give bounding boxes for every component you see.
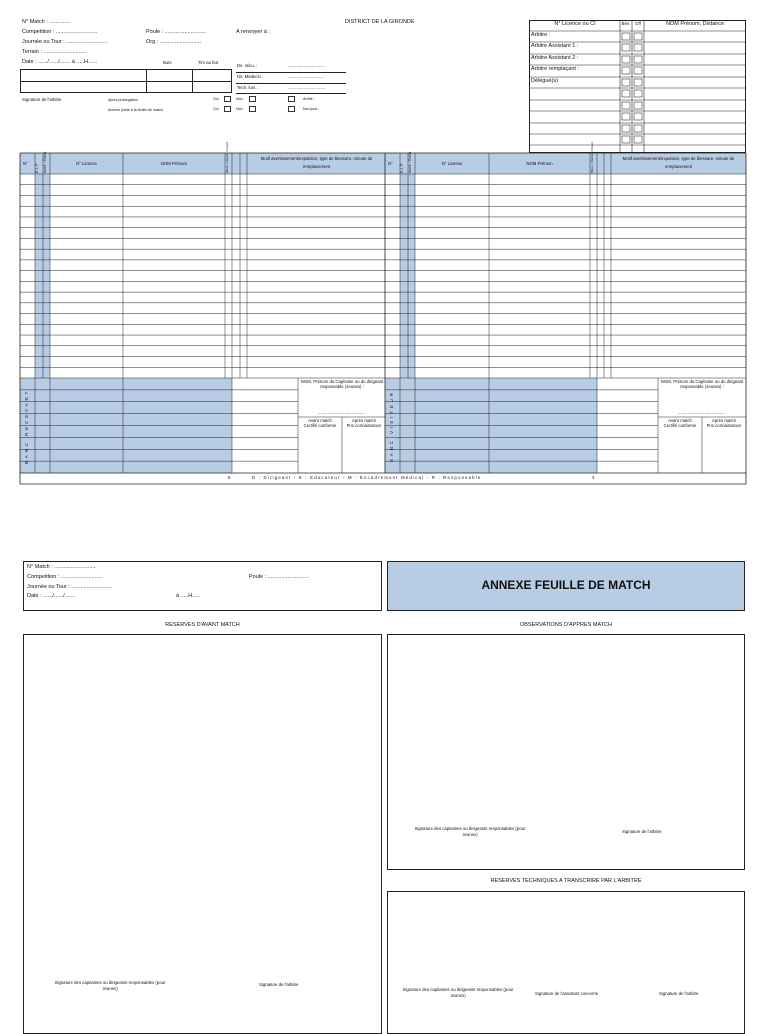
observations-apres-heading: OBSERVATIONS D'APPRES MATCH — [519, 622, 613, 628]
poule-field[interactable]: Poule : ........................... — [146, 29, 206, 35]
official-off-checkbox[interactable] — [634, 67, 642, 74]
annexe-title: ANNEXE FEUILLE DE MATCH — [481, 578, 651, 592]
official-ben-checkbox[interactable] — [622, 44, 630, 51]
non-label-1: Non — [236, 97, 243, 101]
home-avant-match[interactable]: Avant match Certifié conforme — [303, 418, 337, 428]
match-number-field[interactable]: N° Match : .............. — [22, 19, 71, 25]
official-off-checkbox[interactable] — [634, 136, 642, 143]
annexe-date[interactable]: Date : ....../....../....... — [27, 593, 76, 599]
away-avant-match[interactable]: Avant match Certifié conforme — [663, 418, 697, 428]
officials-col-off: Off — [635, 21, 641, 26]
reserves-avant-sig-arbitre: Signature de l'arbitre — [259, 982, 299, 987]
annexe-jointe-label: Annexe jointe à la feuille de match — [108, 108, 163, 112]
renvoyer-label: A renvoyer à : — [236, 29, 270, 35]
banc-visiteur-label: BANC VISITEUR — [389, 390, 394, 462]
journee-field[interactable]: Journée ou Tour : ........................... — [22, 39, 108, 45]
official-off-checkbox[interactable] — [634, 44, 642, 51]
role-legend: D : Dirigeant - E : Educateur - M : Encadrement Médical - R : Responsable — [252, 475, 482, 480]
home-capitaine-label: NOM, Prénom du Capitaine ou du dirigeant responsable (Jeunes) : — [300, 379, 384, 390]
away-col-lettres: E J, P — [400, 163, 404, 173]
dir-secu-label: Dir. sécu. : — [237, 63, 258, 68]
dir-medecin-dots[interactable]: ............................... — [288, 74, 326, 79]
arrete-label: Arrêté : — [303, 97, 315, 101]
tech-lum-dots[interactable]: ............................... — [288, 85, 326, 90]
apres-prolongation-label: Après prolongation — [108, 98, 139, 102]
observations-sig-capitaines: Signature des capitaines ou dirigeants responsables (pour Jeunes) — [414, 826, 526, 838]
official-ben-checkbox[interactable] — [622, 67, 630, 74]
official-ben-checkbox[interactable] — [622, 102, 630, 109]
home-apres-match[interactable]: Après match Pris connaissance — [346, 418, 382, 428]
official-off-checkbox[interactable] — [634, 90, 642, 97]
official-ben-checkbox[interactable] — [622, 56, 630, 63]
officials-col-licence: N° Licence ou CI — [554, 21, 596, 27]
non-joue-label: Non joué : — [303, 107, 320, 111]
reserves-avant-heading: RESERVES D'AVANT MATCH — [165, 622, 240, 628]
official-off-checkbox[interactable] — [634, 56, 642, 63]
official-row-arbitre: Arbitre : — [531, 32, 551, 38]
home-col-licence: N° Licence — [76, 161, 97, 166]
away-col-bless: Bless. / Rempl. / Divers — [590, 141, 594, 173]
oui-label-1: Oui — [213, 97, 219, 101]
official-ben-checkbox[interactable] — [622, 125, 630, 132]
official-row-assistant-1: Arbitre Assistant 1 : — [531, 43, 579, 49]
reserves-techniques-heading: RESERVES TECHNIQUES A TRANSCRIRE PAR L'ARBITRE — [490, 878, 642, 884]
annexe-match-number[interactable]: N° Match : ........................... — [27, 564, 96, 570]
signature-arbitre-label: Signature de l'arbitre — [22, 97, 62, 102]
away-col-no: N° — [388, 161, 393, 166]
competition-field[interactable]: Competition : ........................... — [22, 29, 98, 35]
non-label-2: Non — [236, 107, 243, 111]
district-title: DISTRICT DE LA GIRONDE — [345, 19, 415, 25]
away-capitaine-label: NOM, Prénom du Capitaine ou du dirigeant responsable (Jeunes) : — [660, 379, 744, 390]
official-off-checkbox[interactable] — [634, 102, 642, 109]
official-ben-checkbox[interactable] — [622, 33, 630, 40]
officials-col-nom: NOM Prénom, Distance — [665, 21, 725, 27]
buts-label: Buts — [163, 60, 172, 65]
home-col-no: N° — [23, 161, 28, 166]
away-capitaine-dots[interactable]: ........................................ — [678, 410, 726, 415]
reserves-avant-box[interactable] — [23, 634, 382, 1034]
away-col-nom: NOM Prénom — [526, 161, 553, 166]
official-ben-checkbox[interactable] — [622, 113, 630, 120]
home-col-motif: Motif avertissement/expulsion, type de blessure, minute de remplacement — [260, 156, 373, 169]
dir-medecin-label: Dir. Médecin : — [237, 74, 264, 79]
annexe-competition[interactable]: Competition : ........................... — [27, 574, 103, 580]
org-field[interactable]: Org : ........................... — [146, 39, 202, 45]
official-row-delegue: Délégué(s) — [531, 78, 558, 84]
away-col-licence: N° Licence — [441, 161, 463, 166]
official-ben-checkbox[interactable] — [622, 136, 630, 143]
reserves-tech-sig-assistant: Signature de l'assistant concerné — [535, 991, 599, 996]
official-off-checkbox[interactable] — [634, 79, 642, 86]
officials-col-ben: Bén. — [621, 21, 631, 26]
banc-recevant-label: BANC RECEVANT — [24, 388, 29, 464]
reserves-avant-sig-capitaines: Signature des capitaines ou dirigeants responsables (pour Jeunes) — [54, 980, 166, 992]
official-off-checkbox[interactable] — [634, 33, 642, 40]
annexe-heure[interactable]: à .....H..... — [176, 593, 200, 599]
reserves-tech-sig-arbitre: Signature de l'arbitre — [659, 991, 699, 996]
date-field[interactable]: Date : ....../....../....... à .....H...... — [22, 59, 98, 65]
home-capitaine-dots[interactable]: ........................................ — [318, 410, 366, 415]
home-col-nom: NOM Prénom — [160, 161, 188, 166]
away-col-cartons: Avert. / Exclu. — [408, 150, 412, 173]
dir-secu-dots[interactable]: ............................... — [288, 63, 326, 68]
tech-lum-label: Tech. lum. : — [237, 85, 259, 90]
observations-sig-arbitre: Signature de l'arbitre — [622, 829, 662, 834]
legend-right-number: 3 — [592, 475, 595, 480]
reserves-techniques-box[interactable] — [387, 891, 745, 1034]
oui-label-2: Oui — [213, 107, 219, 111]
terrain-field[interactable]: Terrain : ............................ — [22, 49, 87, 55]
reserves-tech-sig-capitaines: Signature des capitaines ou dirigeants responsables (pour Jeunes) — [402, 987, 514, 999]
home-col-cartons: Avert. / Exclu. — [43, 150, 47, 173]
official-ben-checkbox[interactable] — [622, 90, 630, 97]
away-apres-match[interactable]: Après match Pris connaissance — [706, 418, 742, 428]
official-off-checkbox[interactable] — [634, 113, 642, 120]
official-off-checkbox[interactable] — [634, 125, 642, 132]
legend-left-number: 5 — [228, 475, 231, 480]
official-row-remplacant: Arbitre remplaçant : — [531, 66, 579, 72]
annexe-poule[interactable]: Poule : ........................... — [249, 574, 309, 580]
away-col-motif: Motif avertissement/expulsion, type de blessure, minute de remplacement — [622, 156, 735, 169]
home-col-bless: Bless. / Rempl. / Divers — [225, 141, 229, 173]
home-col-lettres: E J, P — [35, 163, 39, 173]
official-ben-checkbox[interactable] — [622, 79, 630, 86]
tirs-label: Tirs au but — [198, 60, 219, 65]
annexe-journee[interactable]: Journée ou Tour : ........................... — [27, 584, 113, 590]
official-row-assistant-2: Arbitre Assistant 2 : — [531, 55, 579, 61]
